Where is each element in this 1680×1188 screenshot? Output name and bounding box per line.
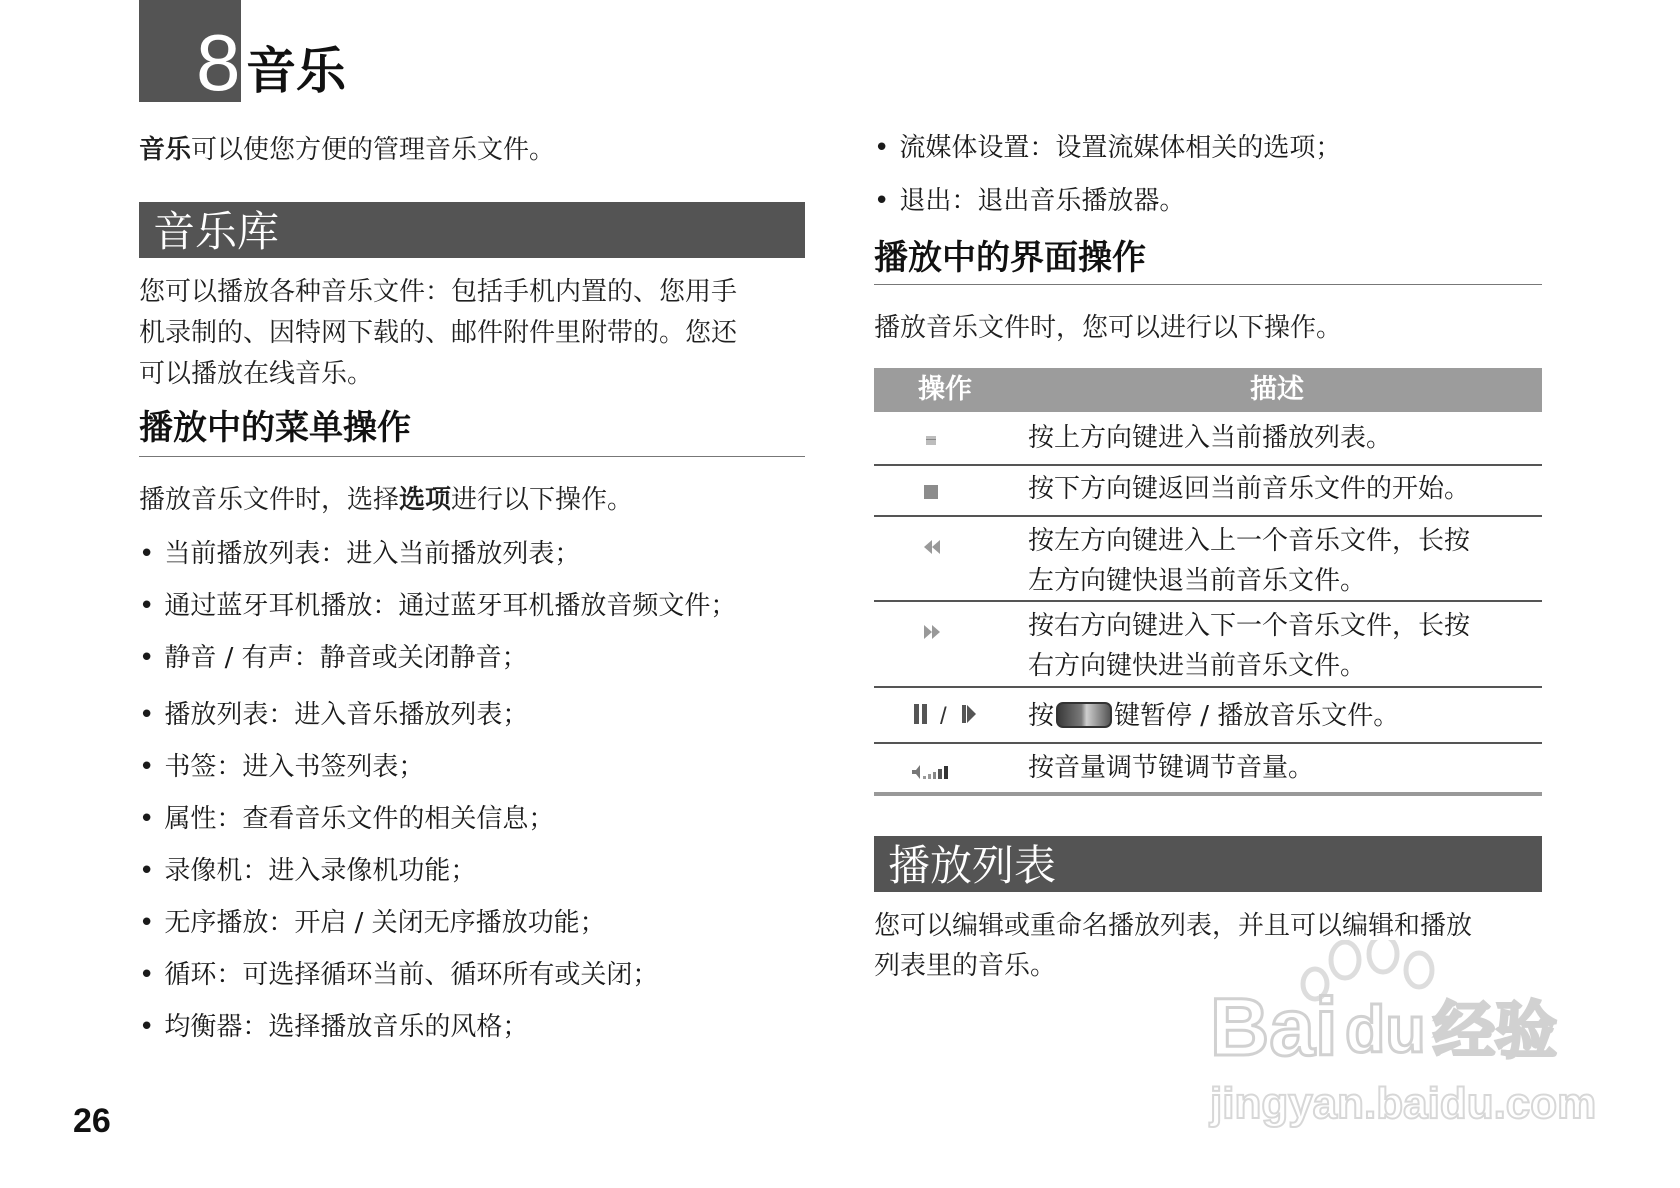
table-row-icon	[900, 617, 970, 647]
rewind-icon	[900, 532, 970, 562]
subheading-ui-ops: 播放中的界面操作	[874, 238, 1146, 278]
list-item: • 退出：退出音乐播放器。	[874, 183, 1185, 219]
table-row-icon	[900, 476, 970, 506]
library-line-3: 可以播放在线音乐。	[139, 359, 374, 389]
table-row-desc: 按下方向键返回当前音乐文件的开始。	[1028, 474, 1471, 504]
table-row-desc: 右方向键快进当前音乐文件。	[1028, 651, 1367, 681]
list-item: • 均衡器：选择播放音乐的风格；	[139, 1009, 528, 1045]
divider	[139, 456, 805, 457]
section-bar-playlist	[874, 836, 1542, 892]
watermark-brand: Bai	[1210, 982, 1338, 1073]
volume-icon	[900, 757, 980, 787]
divider	[874, 284, 1542, 285]
list-item: • 循环：可选择循环当前、循环所有或关闭；	[139, 957, 658, 993]
section-heading-playlist: 播放列表	[888, 841, 1057, 890]
list-item: • 流媒体设置：设置流媒体相关的选项；	[874, 130, 1341, 166]
intro-line	[139, 130, 555, 170]
section-heading-library: 音乐库	[153, 207, 280, 256]
list-item: • 录像机：进入录像机功能；	[139, 853, 476, 889]
chapter-title: 音乐	[246, 42, 346, 100]
table-row-desc: 按上方向键进入当前播放列表。	[1028, 423, 1393, 453]
list-item: • 当前播放列表：进入当前播放列表；	[139, 536, 580, 572]
chapter-number: 8	[196, 18, 239, 107]
table-row-divider	[874, 600, 1542, 602]
watermark-cn: 经验	[1433, 994, 1558, 1067]
list-item: • 书签：进入书签列表；	[139, 749, 424, 785]
table-row-divider	[874, 464, 1542, 466]
subheading-menu-ops: 播放中的菜单操作	[139, 408, 411, 448]
table-row-icon	[900, 757, 980, 787]
pause-play-icon	[900, 700, 990, 730]
down-key-icon	[900, 476, 970, 506]
table-row-icon	[900, 700, 990, 730]
baidu-watermark	[1205, 940, 1605, 1140]
table-header	[874, 368, 1542, 412]
intro-bold: 音乐	[139, 135, 192, 165]
fast-forward-icon	[900, 617, 970, 647]
page-number: 26	[73, 1102, 111, 1140]
table-row-desc: 按音量调节键调节音量。	[1028, 753, 1315, 783]
table-row-divider	[874, 515, 1542, 517]
table-row-desc: 按左方向键进入上一个音乐文件，长按	[1028, 526, 1471, 556]
table-row-divider	[874, 742, 1542, 744]
table-row-desc: 按右方向键进入下一个音乐文件，长按	[1028, 611, 1471, 641]
table-row-desc	[1028, 697, 1399, 735]
ui-ops-lead: 播放音乐文件时，您可以进行以下操作。	[874, 313, 1343, 343]
table-col-desc: 描述	[1250, 374, 1304, 405]
watermark-brand2: du	[1345, 992, 1426, 1066]
end-key-icon	[1056, 702, 1112, 728]
list-item: • 通过蓝牙耳机播放：通过蓝牙耳机播放音频文件；	[139, 588, 736, 624]
up-key-icon	[900, 424, 970, 454]
menu-ops-lead-bold: 选项	[399, 485, 452, 515]
list-item: • 属性：查看音乐文件的相关信息；	[139, 801, 554, 837]
table-row-divider	[874, 686, 1542, 688]
baidu-paw-logo-icon	[1205, 940, 1605, 1140]
menu-ops-lead	[139, 480, 633, 520]
table-bottom-border	[874, 792, 1542, 796]
list-item: • 静音 / 有声：静音或关闭静音；	[139, 640, 528, 676]
table-row-desc: 左方向键快退当前音乐文件。	[1028, 566, 1367, 596]
list-item: • 无序播放：开启 / 关闭无序播放功能；	[139, 905, 606, 941]
row-text-pre: 按	[1028, 701, 1055, 731]
watermark-url: jingyan.baidu.com	[1210, 1079, 1597, 1128]
playlist-line-2: 列表里的音乐。	[874, 951, 1057, 981]
table-row-icon	[900, 424, 970, 454]
table-row-icon	[900, 532, 970, 562]
library-line-1: 您可以播放各种音乐文件：包括手机内置的、您用手	[139, 277, 738, 307]
menu-ops-lead-pre: 播放音乐文件时，选择	[139, 485, 400, 515]
row-text-post: 键暂停 / 播放音乐文件。	[1114, 701, 1400, 731]
menu-ops-lead-post: 进行以下操作。	[451, 485, 634, 515]
icon-separator: /	[940, 703, 947, 730]
table-col-op: 操作	[918, 374, 972, 405]
intro-text: 可以使您方便的管理音乐文件。	[191, 135, 556, 165]
playlist-line-1: 您可以编辑或重命名播放列表，并且可以编辑和播放	[874, 911, 1473, 941]
list-item: • 播放列表：进入音乐播放列表；	[139, 697, 528, 733]
section-bar-library	[139, 202, 805, 258]
library-line-2: 机录制的、因特网下载的、邮件附件里附带的。您还	[139, 318, 738, 348]
